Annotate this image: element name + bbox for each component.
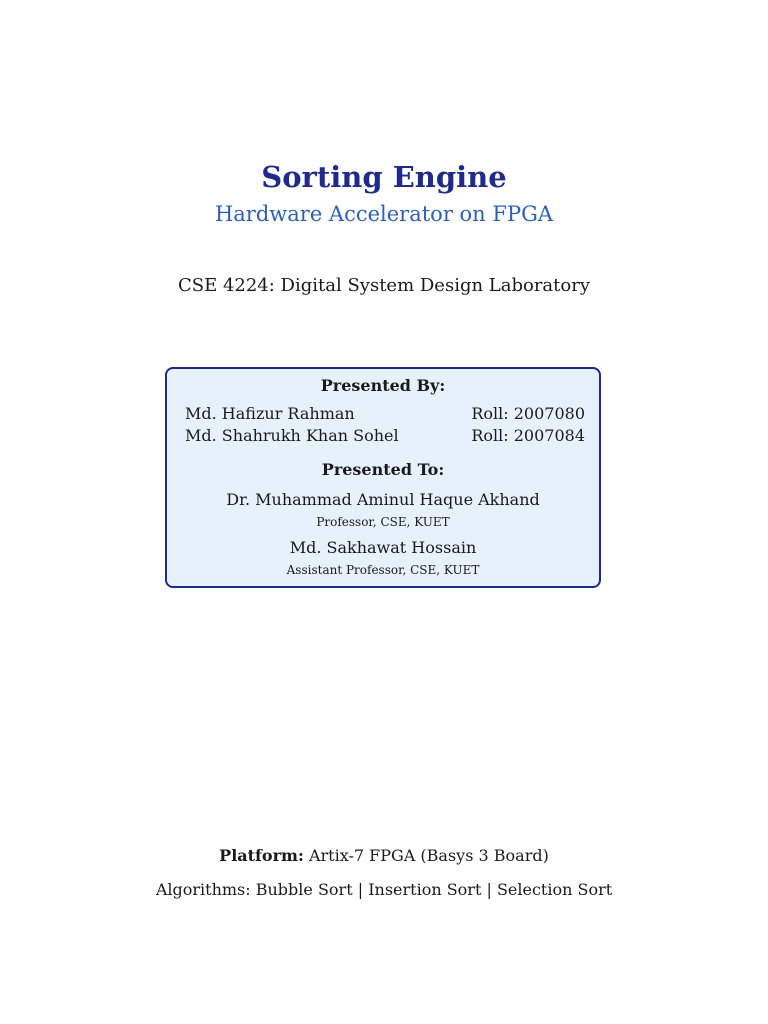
course-name: CSE 4224: Digital System Design Laboratory [177,275,591,296]
presenter-roll: Roll: 2007084 [471,426,585,445]
presented-to-heading: Presented To: [321,460,445,479]
presenter-roll: Roll: 2007080 [471,404,585,423]
presenter-name: Md. Hafizur Rahman [185,404,355,423]
platform-value: Artix-7 FPGA (Basys 3 Board) [308,846,549,865]
algorithms-line: Algorithms: Bubble Sort | Insertion Sort | Selection Sort [155,880,613,899]
recipient-name: Md. Sakhawat Hossain [289,538,477,557]
recipient-name: Dr. Muhammad Aminul Haque Akhand [226,490,540,509]
document-subtitle: Hardware Accelerator on FPGA [214,202,554,226]
presenter-info-box [165,367,601,588]
presenter-row [185,426,585,448]
document-title: Sorting Engine [261,160,507,194]
recipient-title: Assistant Professor, CSE, KUET [286,563,480,577]
presenter-row [185,404,585,426]
presenter-name: Md. Shahrukh Khan Sohel [185,426,399,445]
platform-label: Platform: [219,846,304,865]
presented-by-heading: Presented By: [320,376,446,395]
recipient-title: Professor, CSE, KUET [316,515,450,529]
platform-line [0,846,768,865]
